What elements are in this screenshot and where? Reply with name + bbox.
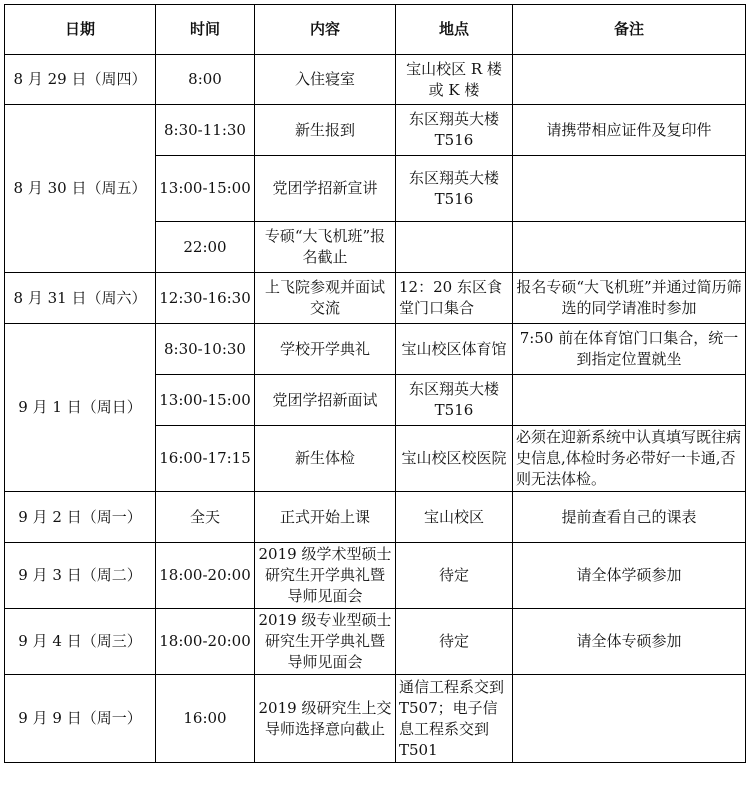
- cell-note: 7:50 前在体育馆门口集合，统一到指定位置就坐: [513, 324, 746, 375]
- cell-time: 8:30-10:30: [156, 324, 255, 375]
- header-note: 备注: [513, 5, 746, 55]
- cell-time: 18:00-20:00: [156, 609, 255, 675]
- cell-content: 入住寝室: [255, 55, 396, 105]
- cell-note: 请全体学硕参加: [513, 543, 746, 609]
- cell-time: 16:00-17:15: [156, 426, 255, 492]
- cell-date: 9 月 2 日（周一）: [5, 492, 156, 543]
- cell-time: 22:00: [156, 222, 255, 273]
- header-place: 地点: [396, 5, 513, 55]
- cell-place: 东区翔英大楼T516: [396, 156, 513, 222]
- cell-time: 18:00-20:00: [156, 543, 255, 609]
- cell-note: [513, 55, 746, 105]
- cell-note: [513, 375, 746, 426]
- cell-content: 上飞院参观并面试交流: [255, 273, 396, 324]
- cell-date: 9 月 9 日（周一）: [5, 675, 156, 763]
- cell-place: 12：20 东区食堂门口集合: [396, 273, 513, 324]
- cell-note: 报名专硕“大飞机班”并通过简历筛选的同学请准时参加: [513, 273, 746, 324]
- schedule-table: [4, 4, 746, 763]
- cell-content: 2019 级研究生上交导师选择意向截止: [255, 675, 396, 763]
- cell-note: 请全体专硕参加: [513, 609, 746, 675]
- cell-content: 新生报到: [255, 105, 396, 156]
- cell-place: 待定: [396, 609, 513, 675]
- table-row: [5, 105, 746, 156]
- cell-time: 8:30-11:30: [156, 105, 255, 156]
- cell-note: 请携带相应证件及复印件: [513, 105, 746, 156]
- header-time: 时间: [156, 5, 255, 55]
- cell-content: 专硕“大飞机班”报名截止: [255, 222, 396, 273]
- cell-time: 16:00: [156, 675, 255, 763]
- cell-content: 党团学招新宣讲: [255, 156, 396, 222]
- cell-time: 13:00-15:00: [156, 375, 255, 426]
- table-row: [5, 492, 746, 543]
- cell-date: 9 月 3 日（周二）: [5, 543, 156, 609]
- cell-place: 宝山校区 R 楼或 K 楼: [396, 55, 513, 105]
- cell-content: 正式开始上课: [255, 492, 396, 543]
- table-row: [5, 675, 746, 763]
- table-row: [5, 609, 746, 675]
- table-row: [5, 273, 746, 324]
- cell-note: 必须在迎新系统中认真填写既往病史信息,体检时务必带好一卡通,否则无法体检。: [513, 426, 746, 492]
- cell-place: 东区翔英大楼T516: [396, 375, 513, 426]
- cell-date: 8 月 30 日（周五）: [5, 105, 156, 273]
- cell-date: 8 月 29 日（周四）: [5, 55, 156, 105]
- cell-note: 提前查看自己的课表: [513, 492, 746, 543]
- table-row: [5, 324, 746, 375]
- cell-note: [513, 156, 746, 222]
- header-row: [5, 5, 746, 55]
- cell-place: 东区翔英大楼T516: [396, 105, 513, 156]
- cell-content: 新生体检: [255, 426, 396, 492]
- cell-content: 2019 级专业型硕士研究生开学典礼暨导师见面会: [255, 609, 396, 675]
- cell-place: 宝山校区校医院: [396, 426, 513, 492]
- cell-place: [396, 222, 513, 273]
- cell-place: 待定: [396, 543, 513, 609]
- cell-time: 全天: [156, 492, 255, 543]
- cell-content: 党团学招新面试: [255, 375, 396, 426]
- cell-note: [513, 222, 746, 273]
- cell-time: 8:00: [156, 55, 255, 105]
- header-date: 日期: [5, 5, 156, 55]
- cell-content: 2019 级学术型硕士研究生开学典礼暨导师见面会: [255, 543, 396, 609]
- table-row: [5, 55, 746, 105]
- table-row: [5, 543, 746, 609]
- cell-place: 宝山校区体育馆: [396, 324, 513, 375]
- cell-time: 13:00-15:00: [156, 156, 255, 222]
- cell-note: [513, 675, 746, 763]
- cell-date: 8 月 31 日（周六）: [5, 273, 156, 324]
- cell-time: 12:30-16:30: [156, 273, 255, 324]
- cell-date: 9 月 1 日（周日）: [5, 324, 156, 492]
- cell-content: 学校开学典礼: [255, 324, 396, 375]
- cell-place: 通信工程系交到 T507；电子信息工程系交到 T501: [396, 675, 513, 763]
- cell-date: 9 月 4 日（周三）: [5, 609, 156, 675]
- header-content: 内容: [255, 5, 396, 55]
- cell-place: 宝山校区: [396, 492, 513, 543]
